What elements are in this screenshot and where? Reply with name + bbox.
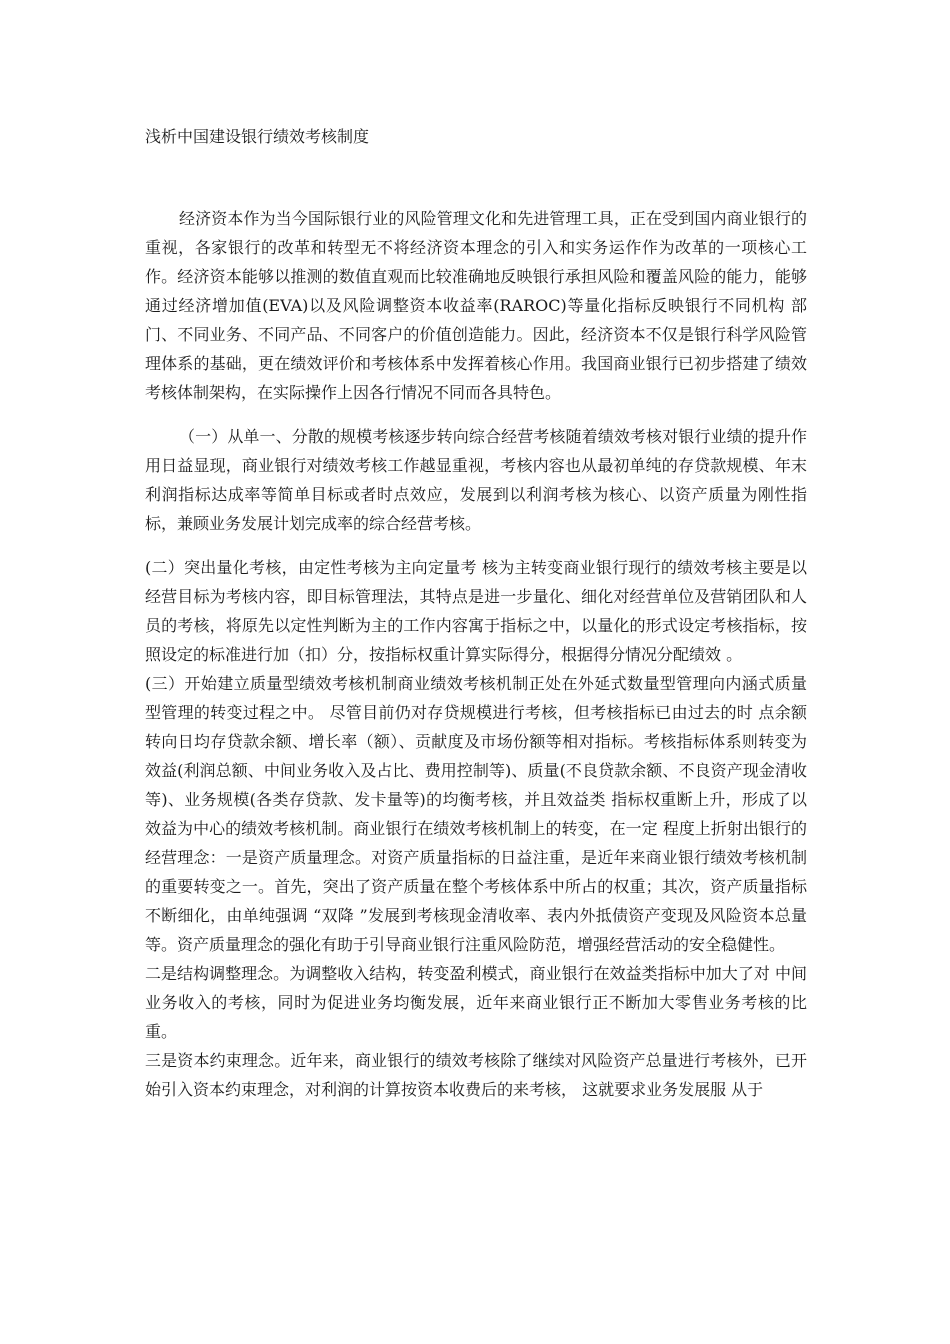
paragraph-section-1: （一）从单一、分散的规模考核逐步转向综合经营考核随着绩效考核对银行业绩的提升作用日益显现，商业银行对绩效考核工作越显重视，考核内容也从最初单纯的存贷款规模、年末利润指标达成率等简单目标或者时点效应，发展到以利润考核为核心、以资产质量为刚性指标，兼顾业务发展计划完成率的综合经营考核。 bbox=[145, 427, 807, 533]
paragraph-section-2: (二）突出量化考核，由定性考核为主向定量考 核为主转变商业银行现行的绩效考核主要是以经营目标为考核内容，即目标管理法，其特点是进一步量化、细化对经营单位及营销团队和人员的考核，将原先以定性判断为主的工作内容寓于指标之中，以量化的形式设定考核指标，按照设定的标准进行加（扣）分，按指标权重计算实际得分，根据得分情况分配绩效 。 bbox=[145, 558, 807, 664]
paragraph-section-3: (三）开始建立质量型绩效考核机制商业绩效考核机制正处在外延式数量型管理向内涵式质量型管理的转变过程之中。 尽管目前仍对存贷规模进行考核，但考核指标已由过去的时 点余额转向日均存贷款余额、增长率（额）、贡献度及市场份额等相对指标。考核指标体系则转变为效益(利润总额、中间业务收入及占比、费用控制等)、质量(不良贷款余额、不良资产现金清收等)、业务规模(各类存贷款、发卡量等)的均衡考核，并且效益类 指标权重断上升，形成了以效益为中心的绩效考核机制。商业银行在绩效考核机制上的转变，在一定 程度上折射出银行的经营理念：一是资产质量理念。对资产质量指标的日益注重，是近年来商业银行绩效考核机制的重要转变之一。首先，突出了资产质量在整个考核体系中所占的权重；其次，资产质量指标不断细化，由单纯强调 “双降 ”发展到考核现金清收率、表内外抵债资产变现及风险资本总量等。资产质量理念的强化有助于引导商业银行注重风险防范，增强经营活动的安全稳健性。 bbox=[145, 674, 807, 954]
paragraph-intro: 经济资本作为当今国际银行业的风险管理文化和先进管理工具，正在受到国内商业银行的重视，各家银行的改革和转型无不将经济资本理念的引入和实务运作作为改革的一项核心工作。经济资本能够以推测的数值直观而比较准确地反映银行承担风险和覆盖风险的能力，能够通过经济增加值(EVA)以及风险调整资本收益率(RAROC)等量化指标反映银行不同机构 部门、不同业务、不同产品、不同客户的价值创造能力。因此，经济资本不仅是银行科学风险管理体系的基础，更在绩效评价和考核体系中发挥着核心作用。我国商业银行已初步搭建了绩效考核体制架构，在实际操作上因各行情况不同而各具特色。 bbox=[145, 209, 807, 402]
document-title: 浅析中国建设银行绩效考核制度 bbox=[145, 127, 370, 146]
paragraph-capital: 三是资本约束理念。近年来，商业银行的绩效考核除了继续对风险资产总量进行考核外，已开始引入资本约束理念，对利润的计算按资本收费后的来考核， 这就要求业务发展服 从于 bbox=[145, 1051, 807, 1099]
paragraph-structure: 二是结构调整理念。为调整收入结构，转变盈利模式，商业银行在效益类指标中加大了对 中间业务收入的考核，同时为促进业务均衡发展，近年来商业银行正不断加大零售业务考核的比重。 bbox=[145, 964, 807, 1041]
document-body bbox=[145, 204, 807, 1104]
